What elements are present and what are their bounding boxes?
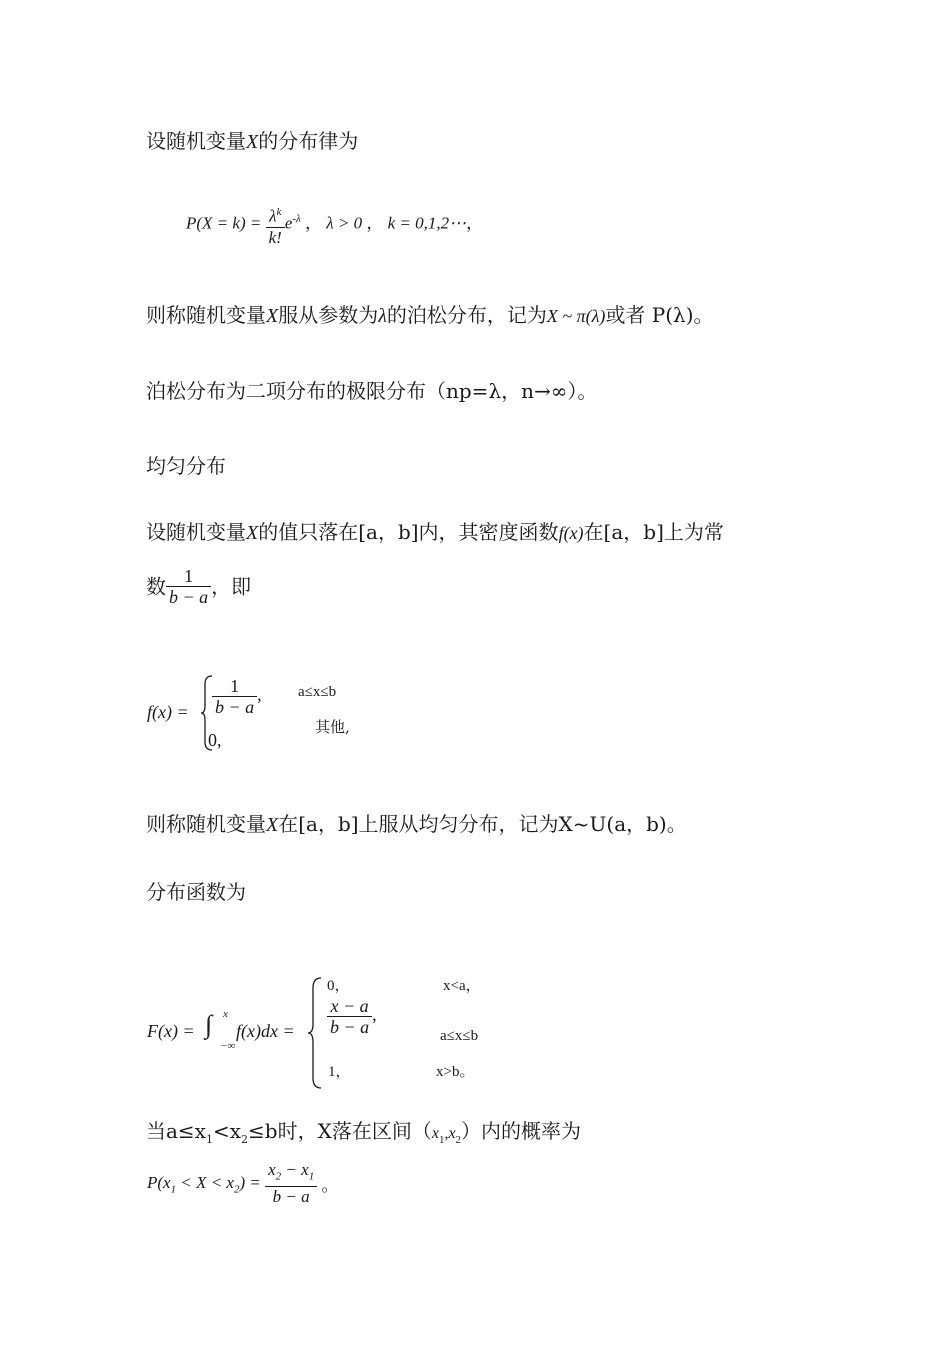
subscript: 1 [205, 1133, 213, 1146]
numerator: 1 [166, 566, 211, 587]
density-fx: f(x) [558, 523, 584, 543]
fraction [166, 566, 211, 607]
exp-sup: -λ [292, 213, 301, 226]
variable-x: X [246, 131, 259, 153]
variable-x: X [266, 814, 279, 836]
numerator-sup: k [276, 206, 282, 218]
variable-x: X [266, 305, 279, 327]
denominator: b − a [169, 587, 209, 607]
paragraph-uniform-def [146, 811, 687, 838]
case1-condition: x<a， [443, 978, 481, 994]
numerator: x − a [327, 996, 372, 1017]
subscript: 2 [275, 1170, 282, 1183]
text: 设随机变量 [146, 520, 246, 544]
text: 数 [146, 574, 166, 599]
exp-base: e [284, 213, 293, 233]
text: 的分布律为 [258, 129, 359, 153]
variable-x: X [246, 522, 259, 544]
denominator: k! [268, 227, 282, 247]
text: ，即 [211, 574, 252, 599]
heading-uniform [146, 453, 226, 479]
integral-sign: ∫ [205, 1010, 213, 1039]
condition-k: k = 0,1,2⋯ [387, 213, 467, 233]
separator: ， [466, 213, 484, 233]
text: <x [212, 1119, 242, 1143]
x1: x [431, 1125, 439, 1142]
case2-value: 0, [208, 730, 222, 750]
period: 。 [321, 1176, 339, 1197]
subscript: 2 [241, 1133, 249, 1146]
numerator: 1 [212, 676, 257, 697]
paragraph-limit [146, 378, 597, 404]
probability-formula [147, 1160, 338, 1207]
left-brace [307, 976, 323, 1090]
separator: ， [305, 213, 323, 233]
case3-value: 1， [328, 1064, 351, 1080]
case2-condition: a≤x≤b [440, 1028, 479, 1044]
separator: ， [366, 213, 384, 233]
integral-upper: x [223, 1008, 228, 1020]
lhs-part: P(x [147, 1172, 171, 1192]
paragraph-interval [146, 1118, 581, 1153]
fraction [266, 202, 285, 248]
numerator-base: λ [269, 206, 277, 226]
paragraph-uniform-intro [146, 519, 724, 546]
text: 的值只落在[a，b]内，其密度函数 [258, 520, 559, 544]
text: 则称随机变量 [146, 812, 266, 836]
text: 设随机变量 [146, 129, 246, 153]
text: 服从参数为 [278, 303, 379, 327]
heading-text: 均匀分布 [146, 454, 226, 478]
poisson-formula [186, 202, 483, 248]
paragraph-constant [146, 566, 251, 607]
notation: X ~ π(λ) [546, 306, 606, 326]
paragraph-poisson-def [146, 302, 714, 329]
numerator-part: x [268, 1160, 276, 1179]
text: 的泊松分布，记为 [386, 303, 547, 327]
comma: , [257, 684, 262, 705]
case2-condition: 其他, [315, 718, 350, 736]
text: 泊松分布为二项分布的极限分布（np=λ，n→∞）。 [146, 379, 598, 403]
text: ≤b时，X落在区间（ [248, 1119, 432, 1143]
paragraph-cdf-intro [146, 879, 246, 905]
comma: , [444, 1125, 449, 1142]
text: 在[a，b]上为常 [583, 520, 724, 544]
text: 当a≤x [146, 1119, 206, 1143]
subscript: 2 [233, 1182, 240, 1195]
denominator: b − a [330, 1017, 370, 1037]
subscript: 1 [308, 1170, 315, 1183]
text: 则称随机变量 [146, 303, 266, 327]
formula-lhs: P(X = k) = [186, 213, 262, 233]
subscript: 1 [170, 1182, 177, 1195]
comma: , [372, 1004, 377, 1025]
param-lambda: λ [378, 305, 387, 327]
case1-condition: a≤x≤b [298, 684, 337, 700]
formula-lhs: f(x) = [147, 702, 189, 722]
text: 在[a，b]上服从均匀分布，记为X~U(a，b)。 [278, 812, 687, 836]
x2: x [448, 1125, 456, 1142]
case2-fraction [327, 996, 377, 1037]
subscript: 1 [438, 1134, 445, 1146]
denominator: b − a [272, 1187, 310, 1207]
case1-value: 0， [327, 978, 350, 994]
fraction [265, 1160, 317, 1207]
lhs-part: ) = [239, 1172, 261, 1192]
text: 或者 P(λ)。 [605, 303, 714, 327]
condition-lambda: λ > 0 [326, 213, 363, 233]
paragraph-intro [146, 128, 358, 155]
formula-lhs: F(x) = [147, 1021, 195, 1041]
lhs-part: < X < x [180, 1172, 234, 1192]
case1-fraction [212, 676, 262, 717]
denominator: b − a [215, 697, 255, 717]
integral-lower: −∞ [220, 1040, 236, 1052]
integrand: f(x)dx = [236, 1021, 295, 1041]
subscript: 2 [455, 1134, 462, 1146]
case3-condition: x>b。 [436, 1064, 475, 1080]
text: ）内的概率为 [461, 1119, 582, 1143]
text: 分布函数为 [146, 880, 246, 904]
numerator-part: − x [281, 1160, 309, 1179]
